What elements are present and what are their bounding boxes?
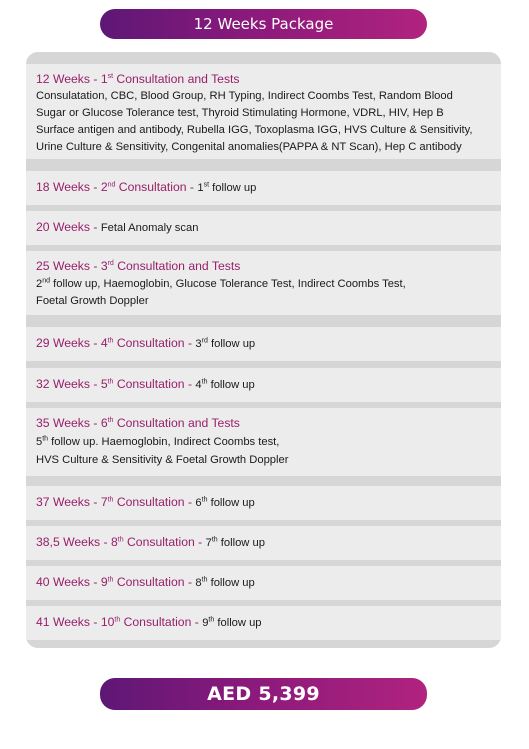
package-title-banner <box>100 9 427 39</box>
detail-line <box>36 278 406 290</box>
schedule-row-12-weeks <box>26 64 501 159</box>
schedule-panel <box>26 52 501 648</box>
consultation-title: Consultation - <box>115 180 198 194</box>
detail-line: Sugar or Glucose Tolerance test, Thyroid Stimulating Hormone, VDRL, HIV, Hep B <box>36 107 444 119</box>
row-heading <box>36 336 255 350</box>
ordinal-suffix: st <box>203 181 210 189</box>
row-heading <box>36 259 240 273</box>
consultation-title: Consultation - <box>120 615 203 629</box>
row-heading <box>36 615 262 629</box>
week-label: 40 Weeks <box>36 575 90 589</box>
schedule-row-32-weeks <box>26 368 501 402</box>
schedule-row-35-weeks <box>26 408 501 476</box>
detail-line: Foetal Growth Doppler <box>36 295 149 307</box>
ordinal-suffix: rd <box>201 337 208 345</box>
ordinal-suffix: th <box>107 496 114 504</box>
follow-up-text: follow up <box>207 497 255 509</box>
consultation-number: 10 <box>100 615 115 629</box>
week-label: 18 Weeks <box>36 180 90 194</box>
follow-up-number: 9 <box>202 617 209 629</box>
consultation-number: 8 <box>110 535 118 549</box>
ordinal-suffix: th <box>201 496 208 504</box>
consultation-title: Consultation - <box>113 495 196 509</box>
ordinal-suffix: st <box>107 72 114 80</box>
separator: - <box>100 535 111 549</box>
ordinal-suffix: rd <box>107 259 114 267</box>
follow-up-text: follow up <box>207 379 255 391</box>
ordinal-suffix: th <box>107 378 114 386</box>
follow-up-number: 2 <box>36 278 43 290</box>
schedule-row-29-weeks <box>26 327 501 361</box>
consultation-title: Consultation and Tests <box>113 72 240 86</box>
follow-up-text: follow up <box>207 577 255 589</box>
schedule-row-25-weeks <box>26 251 501 315</box>
separator: - <box>89 377 101 391</box>
week-label: 25 Weeks <box>36 259 90 273</box>
row-description: Fetal Anomaly scan <box>100 222 199 234</box>
row-heading <box>36 377 255 391</box>
ordinal-suffix: th <box>211 536 218 544</box>
follow-up-text: follow up <box>214 617 262 629</box>
detail-text: follow up, Haemoglobin, Glucose Tolerance Test, Indirect Coombs Test, <box>50 278 406 290</box>
separator: - <box>89 336 101 350</box>
separator: - <box>89 72 101 86</box>
schedule-row-41-weeks <box>26 606 501 640</box>
package-title: 12 Weeks Package <box>193 15 334 33</box>
separator: - <box>89 259 101 273</box>
consultation-number: 2 <box>100 180 108 194</box>
week-label: 32 Weeks <box>36 377 90 391</box>
ordinal-suffix: th <box>42 435 49 443</box>
schedule-row-38-5-weeks <box>26 526 501 560</box>
consultation-number: 3 <box>100 259 108 273</box>
ordinal-suffix: th <box>107 337 114 345</box>
detail-line: HVS Culture & Sensitivity & Foetal Growth Doppler <box>36 454 289 466</box>
ordinal-suffix: th <box>107 576 114 584</box>
consultation-title: Consultation and Tests <box>113 416 240 430</box>
week-label: 41 Weeks <box>36 615 90 629</box>
consultation-number: 4 <box>100 336 108 350</box>
consultation-number: 9 <box>100 575 108 589</box>
follow-up-number: 3 <box>195 338 202 350</box>
row-heading <box>36 535 265 549</box>
week-label: 20 Weeks <box>36 220 90 234</box>
consultation-title: Consultation - <box>113 336 196 350</box>
separator: - <box>89 220 101 234</box>
week-label: 35 Weeks <box>36 416 90 430</box>
row-heading <box>36 180 256 194</box>
follow-up-number: 8 <box>195 577 202 589</box>
ordinal-suffix: nd <box>42 277 51 285</box>
detail-line: Urine Culture & Sensitivity, Congenital anomalies(PAPPA & NT Scan), Hep C antibody <box>36 141 462 153</box>
row-heading <box>36 72 240 86</box>
follow-up-number: 4 <box>195 379 202 391</box>
separator: - <box>89 180 101 194</box>
detail-line: Consulatation, CBC, Blood Group, RH Typing, Indirect Coombs Test, Random Blood <box>36 90 453 102</box>
ordinal-suffix: th <box>114 616 121 624</box>
schedule-row-20-weeks <box>26 211 501 245</box>
consultation-title: Consultation - <box>113 377 196 391</box>
row-heading <box>36 495 255 509</box>
consultation-title: Consultation - <box>123 535 206 549</box>
ordinal-suffix: th <box>117 536 124 544</box>
separator: - <box>89 495 101 509</box>
detail-text: follow up. Haemoglobin, Indirect Coombs test, <box>48 436 280 448</box>
package-price: AED 5,399 <box>207 683 320 705</box>
schedule-row-18-weeks <box>26 171 501 205</box>
consultation-number: 5 <box>100 377 108 391</box>
row-heading <box>36 220 198 234</box>
follow-up-text: follow up <box>217 537 265 549</box>
schedule-row-37-weeks <box>26 486 501 520</box>
consultation-number: 6 <box>100 416 108 430</box>
follow-up-number: 6 <box>195 497 202 509</box>
week-label: 29 Weeks <box>36 336 90 350</box>
separator: - <box>89 416 101 430</box>
ordinal-suffix: th <box>201 378 208 386</box>
week-label: 37 Weeks <box>36 495 90 509</box>
schedule-row-40-weeks <box>26 566 501 600</box>
row-heading <box>36 575 255 589</box>
follow-up-text: follow up <box>209 182 257 194</box>
ordinal-suffix: th <box>107 416 114 424</box>
consultation-number: 7 <box>100 495 108 509</box>
row-heading <box>36 416 240 430</box>
separator: - <box>89 575 101 589</box>
price-banner <box>100 678 427 710</box>
detail-line: Surface antigen and antibody, Rubella IGG, Toxoplasma IGG, HVS Culture & Sensitivity, <box>36 124 473 136</box>
consultation-title: Consultation - <box>113 575 196 589</box>
ordinal-suffix: nd <box>107 181 116 189</box>
detail-line <box>36 436 279 448</box>
week-label: 12 Weeks <box>36 72 90 86</box>
follow-up-number: 7 <box>205 537 212 549</box>
ordinal-suffix: th <box>208 616 215 624</box>
consultation-title: Consultation and Tests <box>113 259 241 273</box>
separator: - <box>89 615 101 629</box>
follow-up-text: follow up <box>207 338 256 350</box>
consultation-number: 1 <box>100 72 108 86</box>
week-label: 38,5 Weeks <box>36 535 101 549</box>
follow-up-number: 1 <box>197 182 204 194</box>
follow-up-number: 5 <box>36 436 43 448</box>
ordinal-suffix: th <box>201 576 208 584</box>
